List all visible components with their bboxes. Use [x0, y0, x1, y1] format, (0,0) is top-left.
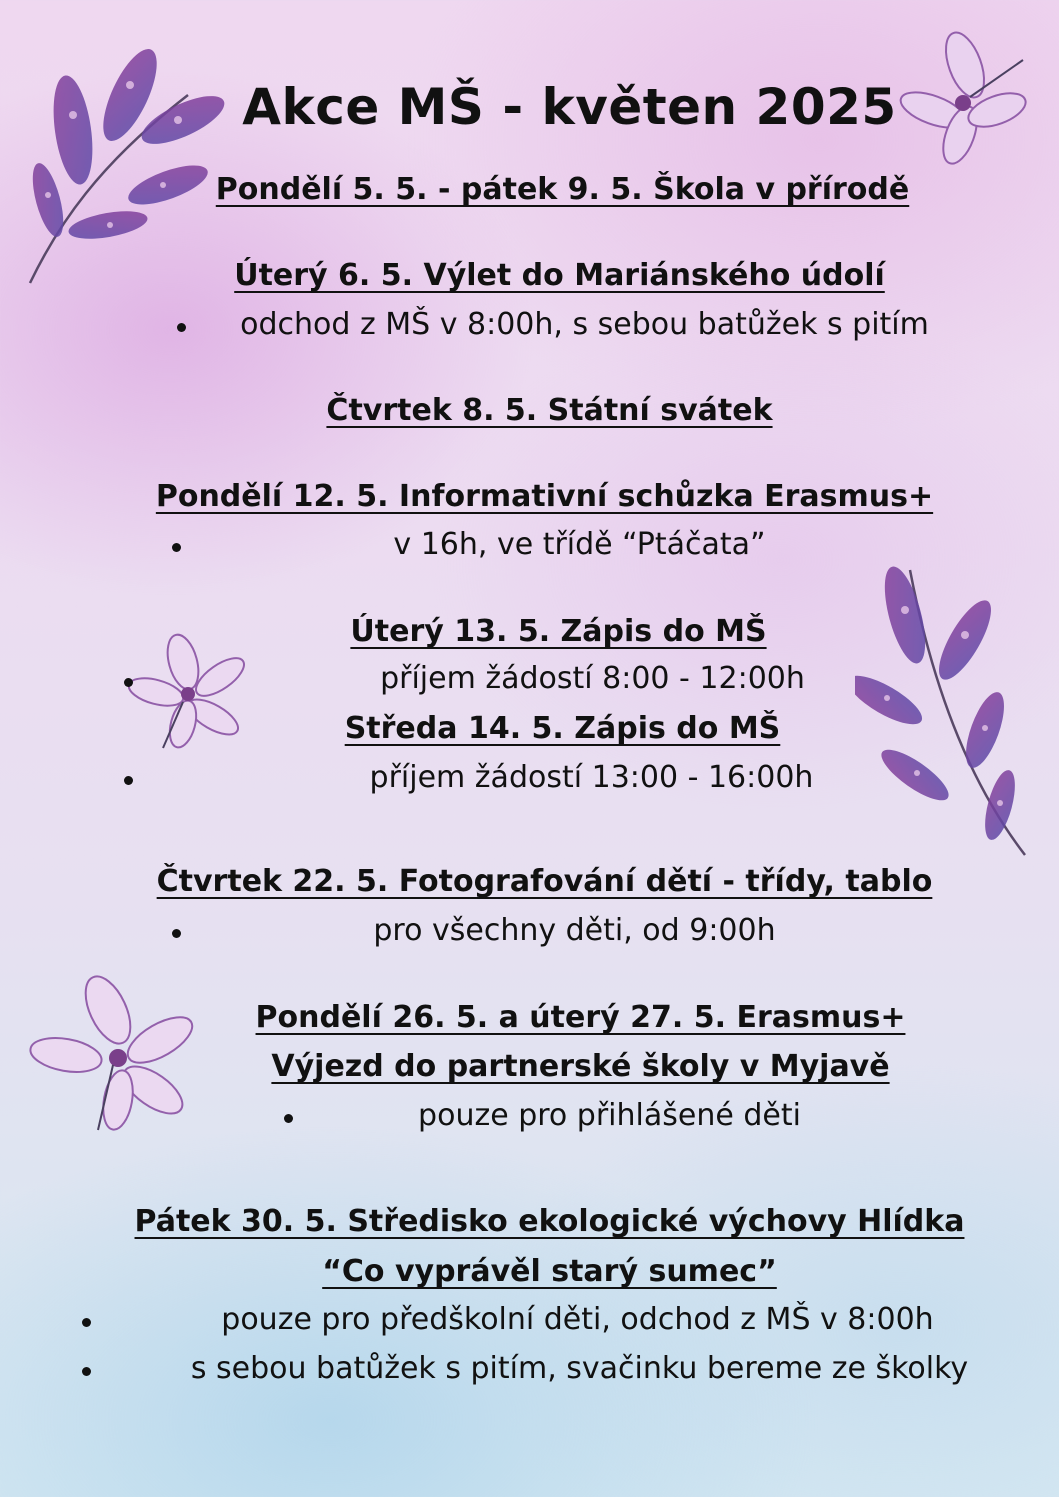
- leaf-branch-icon: [855, 560, 1030, 860]
- event-detail: v 16h, ve třídě “Ptáčata”: [393, 527, 766, 562]
- event-detail: příjem žádostí 8:00 - 12:00h: [380, 661, 805, 696]
- event-heading-erasmus-meeting: Pondělí 12. 5. Informativní schůzka Erasmus+: [155, 479, 934, 514]
- event-heading-enrolment-13: Úterý 13. 5. Zápis do MŠ: [350, 614, 767, 649]
- leaf-branch-icon: [18, 25, 248, 290]
- event-heading-erasmus-trip-line2: Výjezd do partnerské školy v Myjavě: [271, 1049, 890, 1084]
- event-heading-erasmus-trip: Pondělí 26. 5. a úterý 27. 5. Erasmus+: [255, 1000, 906, 1035]
- event-heading-holiday: Čtvrtek 8. 5. Státní svátek: [326, 393, 773, 428]
- event-detail: s sebou batůžek s pitím, svačinku bereme ze školky: [190, 1351, 969, 1386]
- event-heading-school-in-nature: Pondělí 5. 5. - pátek 9. 5. Škola v přírodě: [215, 172, 910, 207]
- event-detail: příjem žádostí 13:00 - 16:00h: [369, 760, 814, 795]
- event-detail: odchod z MŠ v 8:00h, s sebou batůžek s pitím: [240, 307, 929, 342]
- event-heading-trip: Úterý 6. 5. Výlet do Mariánského údolí: [234, 258, 885, 293]
- event-heading-enrolment-14: Středa 14. 5. Zápis do MŠ: [344, 711, 781, 746]
- event-detail: pouze pro předškolní děti, odchod z MŠ v 8:00h: [221, 1302, 934, 1337]
- event-detail: pro všechny děti, od 9:00h: [373, 913, 776, 948]
- event-heading-eco-centre: Pátek 30. 5. Středisko ekologické výchovy Hlídka: [134, 1204, 965, 1239]
- event-detail: pouze pro přihlášené děti: [418, 1098, 801, 1133]
- event-heading-photography: Čtvrtek 22. 5. Fotografování dětí - třídy, tablo: [156, 864, 933, 899]
- event-heading-eco-centre-line2: “Co vyprávěl starý sumec”: [322, 1254, 777, 1289]
- page-title: Akce MŠ - květen 2025: [242, 78, 897, 136]
